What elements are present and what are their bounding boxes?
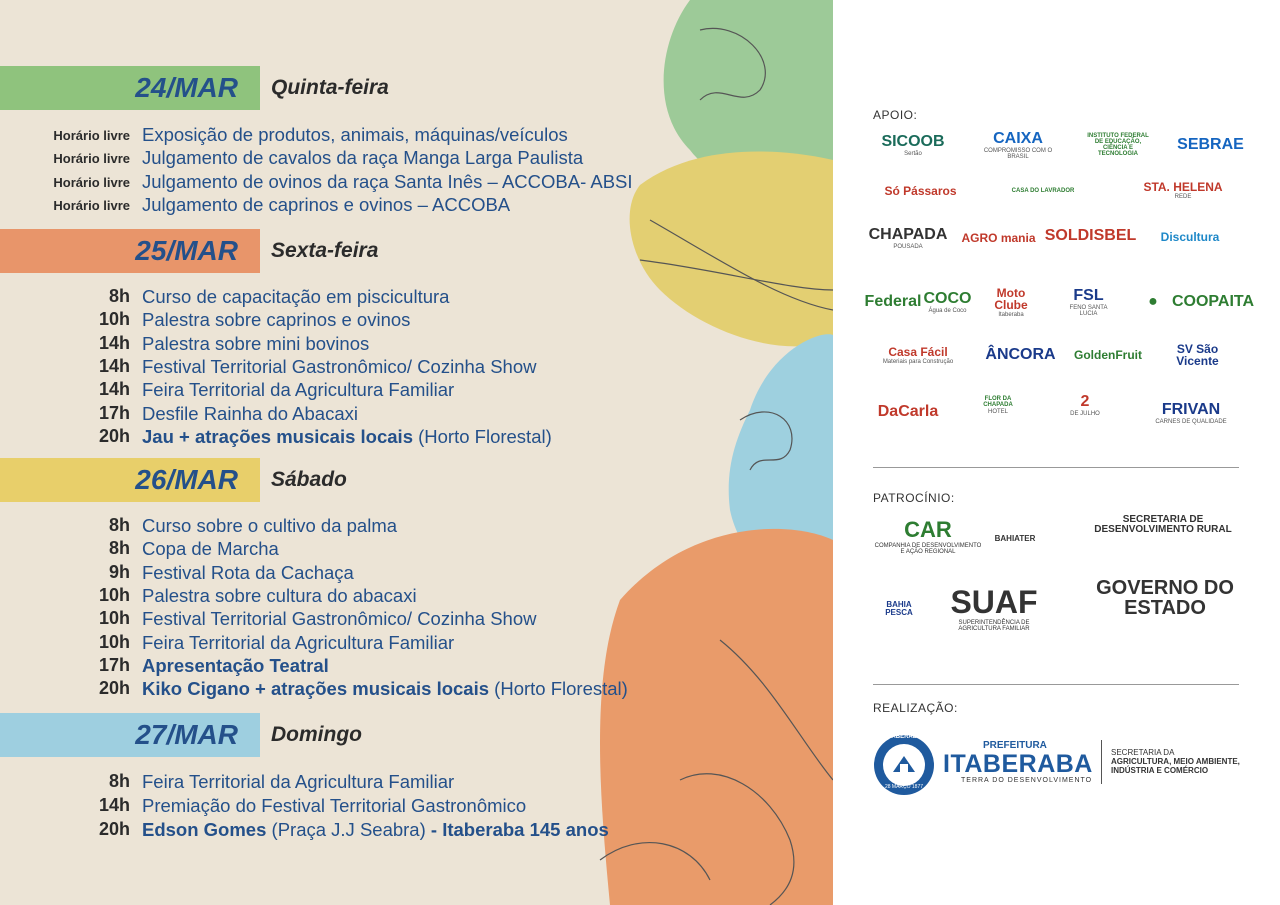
ancora-logo: ÂNCORA (985, 346, 1056, 363)
apoio-label: APOIO: (873, 108, 918, 122)
prefeitura-label: PREFEITURA (983, 740, 1047, 751)
event-venue: (Horto Florestal) (412, 425, 552, 447)
event-time: 8h (108, 286, 130, 306)
orange-leaf-shape (600, 529, 833, 905)
governo-do-estado-logo: GOVERNO DO ESTADO (1096, 577, 1234, 619)
event-time: 14h (98, 355, 130, 376)
event-time: 8h (108, 771, 130, 791)
sta-helena-logo: STA. HELENA REDE (1143, 179, 1223, 200)
secretaria-line2: AGRICULTURA, MEIO AMBIENTE, (1111, 757, 1240, 766)
event-time: Horário livre (53, 197, 130, 213)
day-weekday: Quinta-feira (271, 76, 389, 99)
event-description (142, 655, 329, 677)
day-date: 26/MAR (135, 464, 238, 495)
event-time: 10h (98, 608, 130, 629)
soldisbel-logo: SOLDISBEL (1044, 227, 1137, 244)
da-carla-logo: DaCarla (877, 403, 939, 420)
city-name: ITABERABA (943, 750, 1093, 778)
event-time: Horário livre (53, 174, 130, 190)
casa-facil-logo: Casa Fácil Materiais para Construção (882, 344, 954, 365)
divider-1 (873, 467, 1239, 468)
event-description: Premiação do Festival Territorial Gastronômico (142, 794, 527, 816)
day-header (0, 66, 260, 110)
event-description: Palestra sobre mini bovinos (142, 332, 370, 354)
event-description: Julgamento de ovinos da raça Santa Inês – ACCOBA- ABSI (142, 170, 633, 192)
event-time: 20h (98, 678, 130, 699)
fsl-logo: FSL FENO SANTA LUCIA (1069, 286, 1108, 317)
event-description: Palestra sobre cultura do abacaxi (142, 584, 417, 606)
city-tagline: TERRA DO DESENVOLVIMENTO (961, 777, 1093, 784)
event-time: 8h (108, 538, 130, 559)
seal-text: ITABERABA (886, 734, 922, 740)
event-description: Feira Territorial da Agricultura Familiar (142, 379, 455, 401)
secretaria-line3: INDÚSTRIA E COMÉRCIO (1111, 766, 1209, 775)
event-time: 10h (98, 309, 130, 330)
bahia-pesca-logo: BAHIA PESCA (885, 600, 913, 617)
so-passaros-logo: Só Pássaros (884, 184, 957, 198)
event-description (142, 678, 628, 700)
flor-da-chapada-logo: FLOR DA CHAPADA HOTEL (983, 395, 1013, 415)
event-highlight: Apresentação Teatral (142, 654, 329, 676)
coco-logo: COCO Água de Coco (923, 289, 972, 314)
frivan-logo: FRIVAN CARNES DE QUALIDADE (1155, 400, 1227, 425)
event-time: 10h (98, 584, 130, 605)
event-description: Desfile Rainha do Abacaxi (142, 402, 358, 424)
discultura-logo: Discultura (1160, 230, 1220, 244)
event-time: 9h (108, 561, 130, 582)
event-time: 10h (98, 631, 130, 652)
event-description (142, 426, 552, 448)
suaf-logo: SUAF SUPERINTENDÊNCIA DE AGRICULTURA FAMILIAR (950, 584, 1038, 632)
yellow-leaf-shape (630, 151, 833, 346)
car-logo: CAR COMPANHIA DE DESENVOLVIMENTO E AÇÃO REGIONAL (874, 517, 982, 555)
sicoob-logo: SICOOB Sertão (881, 132, 945, 157)
day-date: 27/MAR (135, 719, 238, 750)
day-date: 24/MAR (135, 72, 238, 103)
event-highlight: Kiko Cigano + atrações musicais locais (142, 678, 490, 700)
day-date: 25/MAR (135, 235, 238, 266)
dois-de-julho-logo: 2 DE JULHO (1070, 392, 1100, 417)
event-time: 17h (98, 402, 130, 423)
event-time: Horário livre (53, 128, 130, 143)
day-header (0, 713, 260, 757)
event-venue: (Praça J.J Seabra) (266, 818, 431, 840)
instituto-federal-logo: INSTITUTO FEDERAL DE EDUCAÇÃO, CIÊNCIA E TECNOLOGIA (1087, 133, 1149, 157)
day-header (0, 458, 260, 502)
event-description: Feira Territorial da Agricultura Familiar (142, 771, 455, 792)
event-highlight: - Itaberaba 145 anos (430, 818, 609, 840)
realizacao-separator (1101, 740, 1102, 784)
sponsors-panel (833, 0, 1280, 905)
patrocinio-label: PATROCÍNIO: (873, 491, 955, 505)
day-weekday: Sábado (271, 468, 347, 491)
divider-2 (873, 684, 1239, 685)
event-description: Curso de capacitação em piscicultura (142, 286, 450, 307)
goldenfruit-logo: GoldenFruit (1074, 348, 1142, 362)
day-weekday: Domingo (271, 723, 362, 746)
event-time: 20h (98, 818, 130, 839)
event-time: 14h (98, 794, 130, 815)
secretaria-line1: SECRETARIA DA (1111, 748, 1175, 757)
federal-logo: Federal (864, 293, 922, 310)
event-description: Julgamento de caprinos e ovinos – ACCOBA (142, 193, 511, 215)
chapada-logo: CHAPADA POUSADA (868, 225, 948, 250)
event-description: Julgamento de cavalos da raça Manga Larga Paulista (142, 147, 584, 169)
agro-mania-logo: AGRO mania (961, 231, 1036, 245)
event-highlight: Jau + atrações musicais locais (142, 425, 413, 447)
event-description: Festival Rota da Cachaça (142, 561, 354, 583)
event-time: 8h (108, 515, 130, 535)
associacao-logo: ● (1148, 293, 1158, 310)
event-description: Festival Territorial Gastronômico/ Cozinha Show (142, 355, 537, 377)
day-header (0, 229, 260, 273)
event-venue: (Horto Florestal) (489, 678, 628, 700)
event-time: 17h (98, 654, 130, 675)
event-time: 14h (98, 379, 130, 400)
seal-date: 28 MARÇO 1877 (884, 784, 924, 790)
secretaria-desenvolvimento-rural-logo: SECRETARIA DE DESENVOLVIMENTO RURAL (1094, 514, 1232, 535)
moto-clube-logo: Moto Clube Itaberaba (994, 285, 1028, 318)
event-description: Copa de Marcha (142, 538, 279, 560)
realizacao-label: REALIZAÇÃO: (873, 701, 958, 715)
sao-vicente-logo: SV São Vicente (1176, 342, 1219, 368)
event-time: Horário livre (53, 151, 130, 167)
event-time: 20h (98, 425, 130, 446)
casa-do-lavrador-logo: CASA DO LAVRADOR (1011, 188, 1075, 194)
realizacao-block (873, 730, 1243, 800)
event-description: Palestra sobre caprinos e ovinos (142, 309, 411, 331)
sebrae-logo: SEBRAE (1177, 136, 1244, 153)
bahiater-logo: BAHIATER (994, 534, 1036, 543)
event-description (142, 819, 609, 841)
event-highlight: Edson Gomes (142, 818, 267, 840)
event-description: Curso sobre o cultivo da palma (142, 515, 398, 536)
day-weekday: Sexta-feira (271, 239, 379, 262)
event-description: Feira Territorial da Agricultura Familiar (142, 631, 455, 653)
event-description: Exposição de produtos, animais, máquinas/veículos (142, 124, 568, 145)
event-description: Festival Territorial Gastronômico/ Cozinha Show (142, 608, 537, 630)
coopaita-logo: COOPAITA (1171, 293, 1255, 310)
caixa-logo: CAIXA COMPROMISSO COM O BRASIL (983, 129, 1053, 160)
event-time: 14h (98, 332, 130, 353)
